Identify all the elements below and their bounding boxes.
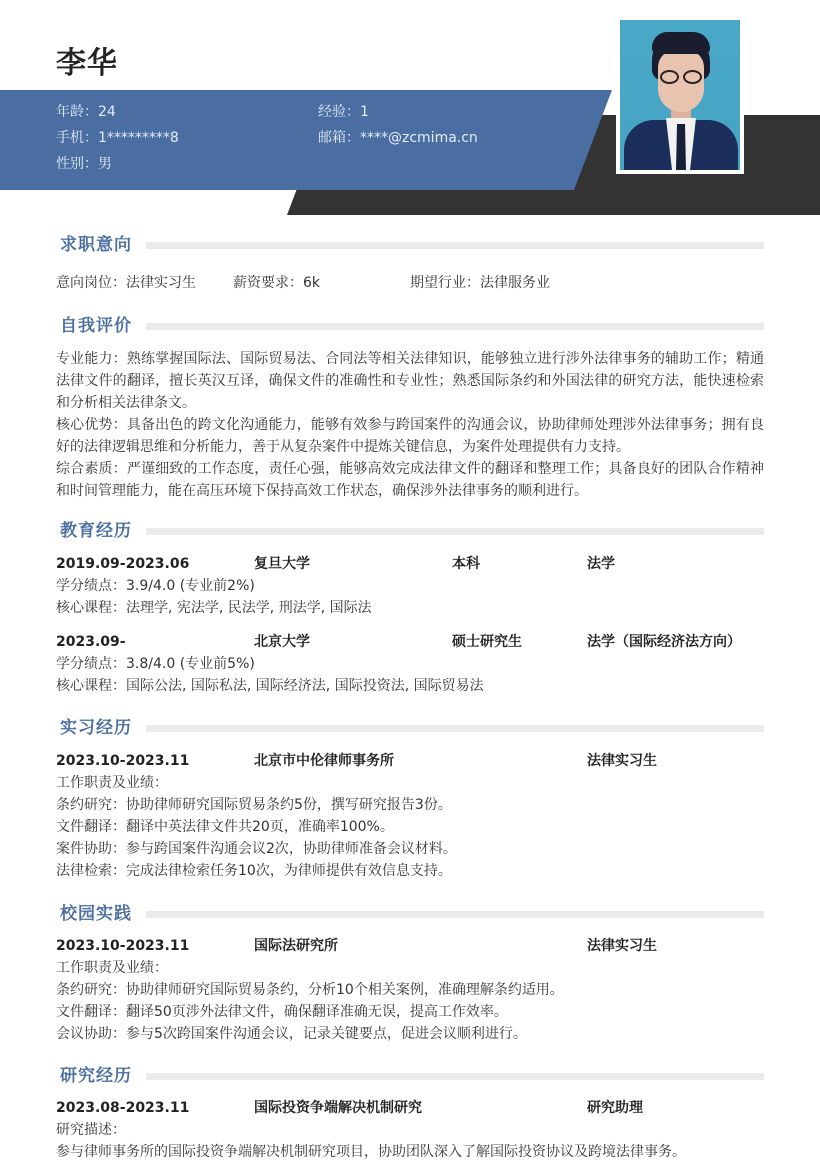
self-eval-paragraph: 专业能力：熟练掌握国际法、国际贸易法、合同法等相关法律知识，能够独立进行涉外法律事务的辅助工作；精通法律文件的翻译，擅长英汉互译，确保文件的准确性和专业性；熟悉国际条约和外国法律的研究方法，能快速检索和分析相关法律条文。: [56, 351, 764, 411]
campus-role: 法律实习生: [587, 938, 657, 954]
intent-salary: 薪资要求：6k: [233, 275, 321, 291]
info-gender: 性别：男: [56, 156, 112, 172]
education-item: [56, 631, 764, 697]
edu-school: 复旦大学: [254, 556, 310, 572]
section-title: 教育经历: [60, 521, 132, 541]
section-education: [56, 520, 764, 697]
campus-period: 2023.10-2023.11: [56, 938, 190, 954]
edu-school: 北京大学: [254, 634, 310, 650]
section-campus-practice: [56, 903, 764, 1045]
internship-line: 法律检索：完成法律检索任务10次，为律师提供有效信息支持。: [56, 863, 452, 879]
edu-gpa: 学分绩点：3.9/4.0 (专业前2%): [56, 578, 255, 594]
research-project: 国际投资争端解决机制研究: [254, 1100, 422, 1116]
internship-line: 案件协助：参与跨国案件沟通会议2次，协助律师准备会议材料。: [56, 841, 457, 857]
edu-degree: 本科: [452, 556, 480, 572]
campus-line: 文件翻译：翻译50页涉外法律文件，确保翻译准确无误，提高工作效率。: [56, 1004, 508, 1020]
section-internship: [56, 717, 764, 882]
section-title: 自我评价: [60, 316, 132, 336]
edu-major: 法学（国际经济法方向）: [587, 634, 741, 650]
edu-period: 2019.09-2023.06: [56, 556, 190, 572]
section-self-evaluation: [56, 315, 764, 502]
research-line: 参与律师事务所的国际投资争端解决机制研究项目，协助团队深入了解国际投资协议及跨境法律事务。: [56, 1144, 686, 1160]
campus-line: 工作职责及业绩：: [56, 960, 168, 976]
internship-period: 2023.10-2023.11: [56, 753, 190, 769]
section-divider: [146, 528, 764, 535]
edu-period: 2023.09-: [56, 634, 126, 650]
section-divider: [146, 242, 764, 249]
section-title: 实习经历: [60, 718, 132, 738]
intent-industry: 期望行业：法律服务业: [410, 275, 550, 291]
research-line: 研究描述：: [56, 1122, 126, 1138]
internship-org: 北京市中伦律师事务所: [254, 753, 394, 769]
section-divider: [146, 911, 764, 918]
campus-line: 会议协助：参与5次跨国案件沟通会议，记录关键要点，促进会议顺利进行。: [56, 1026, 527, 1042]
section-divider: [146, 725, 764, 732]
info-email: 邮箱：****@zcmima.cn: [318, 130, 478, 146]
section-research: [56, 1065, 764, 1163]
internship-line: 条约研究：协助律师研究国际贸易条约5份，撰写研究报告3份。: [56, 797, 452, 813]
info-experience: 经验：1: [318, 104, 369, 120]
edu-degree: 硕士研究生: [452, 634, 522, 650]
info-phone: 手机：1*********8: [56, 130, 179, 146]
section-title: 研究经历: [60, 1066, 132, 1086]
candidate-name: 李华: [56, 46, 118, 81]
internship-line: 工作职责及业绩：: [56, 775, 168, 791]
edu-major: 法学: [587, 556, 615, 572]
internship-line: 文件翻译：翻译中英法律文件共20页，准确率100%。: [56, 819, 394, 835]
resume-header: [0, 0, 820, 230]
edu-courses: 核心课程：法理学, 宪法学, 民法学, 刑法学, 国际法: [56, 600, 372, 616]
research-role: 研究助理: [587, 1100, 643, 1116]
profile-photo-frame: [616, 17, 744, 174]
research-period: 2023.08-2023.11: [56, 1100, 190, 1116]
section-title: 求职意向: [60, 235, 132, 255]
campus-org: 国际法研究所: [254, 938, 338, 954]
self-eval-paragraph: 核心优势：具备出色的跨文化沟通能力，能够有效参与跨国案件的沟通会议，协助律师处理涉外法律事务；拥有良好的法律逻辑思维和分析能力，善于从复杂案件中提炼关键信息，为案件处理提供有力支持。: [56, 417, 764, 455]
edu-courses: 核心课程：国际公法, 国际私法, 国际经济法, 国际投资法, 国际贸易法: [56, 678, 484, 694]
intent-position: 意向岗位：法律实习生: [56, 275, 196, 291]
info-age: 年龄：24: [56, 104, 116, 120]
section-divider: [146, 323, 764, 330]
self-eval-paragraph: 综合素质：严谨细致的工作态度，责任心强，能够高效完成法律文件的翻译和整理工作；具备良好的团队合作精神和时间管理能力，能在高压环境下保持高效工作状态，确保涉外法律事务的顺利进行。: [56, 461, 764, 499]
edu-gpa: 学分绩点：3.8/4.0 (专业前5%): [56, 656, 255, 672]
section-job-intent: [56, 234, 764, 294]
education-item: [56, 553, 764, 619]
internship-role: 法律实习生: [587, 753, 657, 769]
profile-photo: [620, 20, 740, 170]
section-divider: [146, 1073, 764, 1080]
section-title: 校园实践: [60, 904, 132, 924]
campus-line: 条约研究：协助律师研究国际贸易条约，分析10个相关案例，准确理解条约适用。: [56, 982, 564, 998]
